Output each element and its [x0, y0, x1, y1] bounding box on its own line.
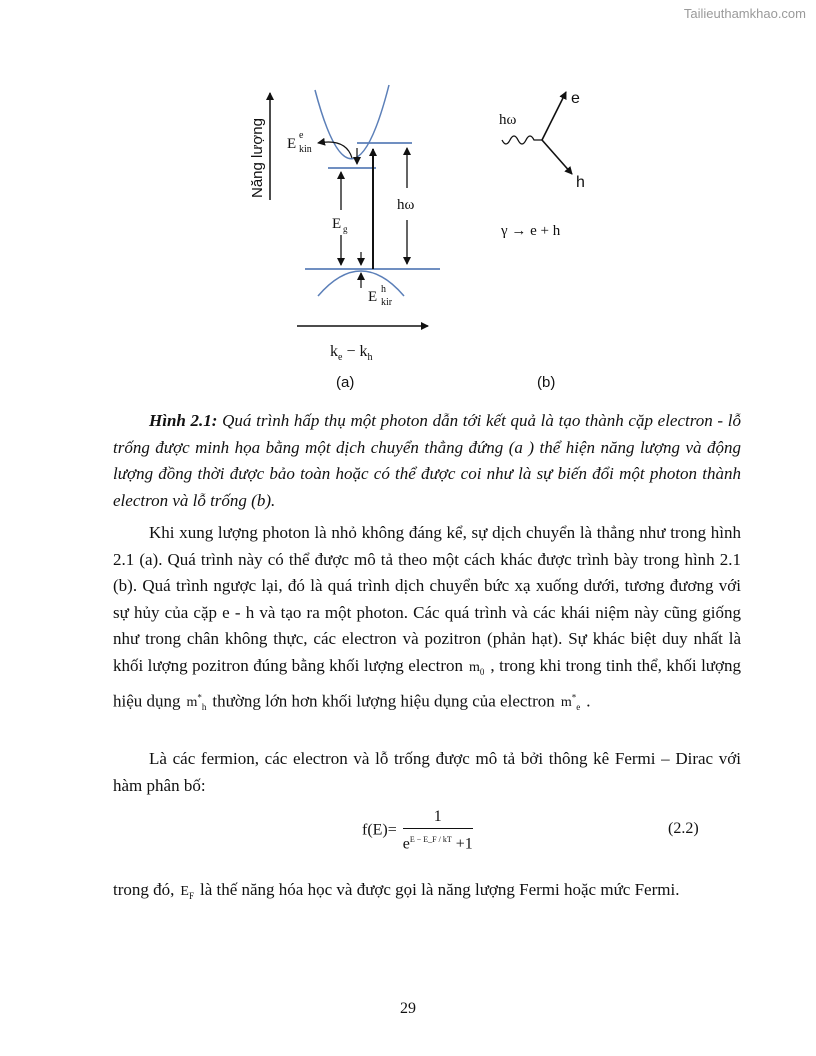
hw-label-a: hω: [397, 197, 415, 213]
formula-numerator: 1: [403, 808, 473, 829]
reaction-label: γ → e + h: [501, 223, 561, 239]
ekin-h-sub: kir: [381, 297, 393, 308]
p1-text-c: thường lớn hơn khối lượng hiệu dụng của electron: [212, 691, 555, 711]
p1-text-a: Khi xung lượng photon là nhỏ không đáng kể, sự dịch chuyển là thẳng như trong hình 2.1 (a). Quá trình này có thể được mô tả theo một cách khác được trình bày trong hình 2.1 (b). Quá trình ngược lại, đó là quá trình dịch chuyển bức xạ xuống dưới, tương đương với sự hủy của cặp e - h và tạo ra một photon. Các quá trình và các khái niệm này cũng giống như trong chân không thực, các electron và pozitron (phản hạt). Sự khác biệt duy nhất là khối lượng pozitron đúng bằng khối lượng electron: [113, 523, 741, 675]
panel-a-label: (a): [336, 374, 355, 391]
equation-number: (2.2): [668, 820, 699, 837]
caption-text: Quá trình hấp thụ một photon dẫn tới kết quả là tạo thành cặp electron - lỗ trống được minh họa bằng một dịch chuyển thẳng đứng (a ) thể hiện năng lượng và động lượng đồng thời được bảo toàn hoặc có thể được coi như là sự biến đổi một photon thành electron và lỗ trống (b).: [113, 411, 741, 510]
electron-label: e: [571, 90, 580, 107]
conduction-band-curve: [315, 85, 389, 159]
energy-axis-label: Năng lượng: [249, 118, 266, 198]
p3-text-b: là thế năng hóa học và được gọi là năng lượng Fermi hoặc mức Fermi.: [199, 880, 680, 899]
formula-denominator: $e^{E - E\_F / kT} +1$: [402, 835, 473, 853]
electron-arrow: [542, 92, 566, 140]
p1-text-d: .: [586, 691, 591, 711]
paragraph-3: [113, 880, 753, 901]
watermark: Tailieuthamkhao.com: [683, 6, 806, 21]
eg-sub: g: [343, 224, 348, 234]
paragraph-2: Là các fermion, các electron và lỗ trống được mô tả bởi thông kê Fermi – Dirac với hàm phân bố:: [113, 749, 741, 795]
page-number: 29: [400, 1000, 416, 1017]
hole-label: h: [576, 174, 585, 191]
p3-text-a: trong đó,: [113, 880, 175, 899]
symbol-m0: $m_0$: [469, 659, 485, 677]
photon-wave: [502, 136, 542, 144]
paragraph-1: [113, 520, 741, 721]
ekin-e-sub: kin: [299, 144, 312, 155]
figure-caption: [113, 408, 741, 514]
symbol-me: $m^*_e$: [560, 692, 581, 713]
ekin-h-label: E: [368, 289, 378, 305]
formula-lhs: f(E)=: [362, 821, 397, 839]
panel-b-label: (b): [537, 374, 556, 391]
p1-text-b: , trong khi trong tinh thể, khối lượng hiệu dụng: [113, 655, 741, 711]
hw-label-b: hω: [499, 112, 517, 128]
symbol-ef: $E_F$: [180, 884, 194, 901]
formula-2-2: [362, 808, 473, 853]
eg-label: E: [332, 216, 342, 232]
formula-fraction: [403, 808, 473, 853]
hole-arrow: [542, 140, 572, 174]
ekin-e-label: E: [287, 136, 297, 152]
symbol-mh: $m^*_h$: [186, 692, 207, 713]
caption-prefix: Hình 2.1:: [149, 411, 218, 430]
k-axis-label: $k_e - k_h$: [330, 343, 373, 363]
figure-2-1: [0, 0, 816, 400]
ekin-e-sup: e: [299, 130, 304, 141]
ekin-h-sup: h: [381, 284, 386, 295]
